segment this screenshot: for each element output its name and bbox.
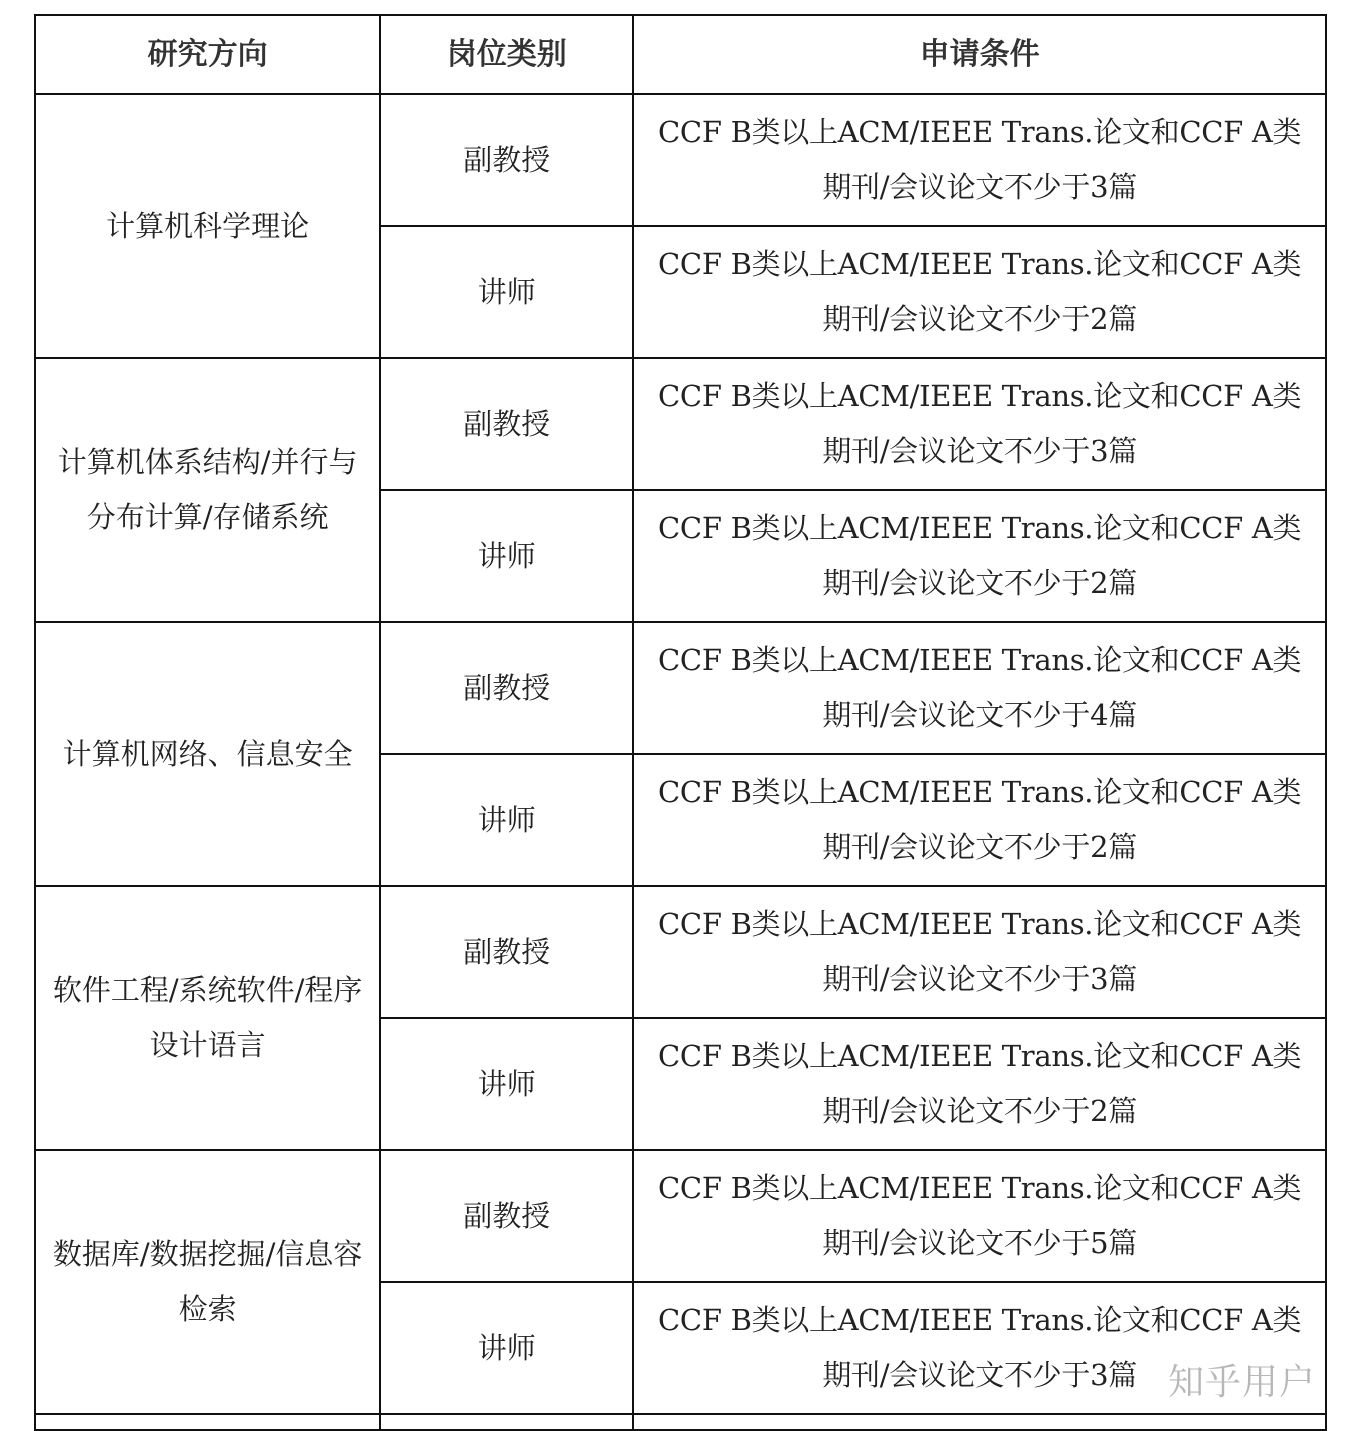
position-cell: 讲师 [380,1282,633,1414]
header-row [35,15,1326,94]
cutoff-cell [633,1414,1326,1430]
research-direction-cell: 软件工程/系统软件/程序设计语言 [35,886,380,1150]
position-cell: 副教授 [380,622,633,754]
table-row [35,94,1326,226]
position-cell: 副教授 [380,886,633,1018]
requirement-cell: CCF B类以上ACM/IEEE Trans.论文和CCF A类期刊/会议论文不少于2篇 [633,1018,1326,1150]
requirements-table [34,14,1327,1431]
requirement-cell: CCF B类以上ACM/IEEE Trans.论文和CCF A类期刊/会议论文不少于3篇 [633,94,1326,226]
requirement-cell: CCF B类以上ACM/IEEE Trans.论文和CCF A类期刊/会议论文不少于2篇 [633,226,1326,358]
requirement-cell: CCF B类以上ACM/IEEE Trans.论文和CCF A类期刊/会议论文不少于3篇 [633,1282,1326,1414]
table-row [35,358,1326,490]
table-row [35,622,1326,754]
position-cell: 副教授 [380,1150,633,1282]
research-direction-cell: 计算机网络、信息安全 [35,622,380,886]
position-cell: 副教授 [380,94,633,226]
header-research-direction: 研究方向 [35,15,380,94]
table-row-cutoff [35,1414,1326,1430]
position-cell: 讲师 [380,754,633,886]
table-row [35,886,1326,1018]
requirement-cell: CCF B类以上ACM/IEEE Trans.论文和CCF A类期刊/会议论文不少于3篇 [633,886,1326,1018]
requirement-cell: CCF B类以上ACM/IEEE Trans.论文和CCF A类期刊/会议论文不少于5篇 [633,1150,1326,1282]
header-position-type: 岗位类别 [380,15,633,94]
position-cell: 讲师 [380,226,633,358]
research-direction-cell: 数据库/数据挖掘/信息容检索 [35,1150,380,1414]
position-cell: 副教授 [380,358,633,490]
requirement-cell: CCF B类以上ACM/IEEE Trans.论文和CCF A类期刊/会议论文不少于3篇 [633,358,1326,490]
header-requirements: 申请条件 [633,15,1326,94]
requirement-cell: CCF B类以上ACM/IEEE Trans.论文和CCF A类期刊/会议论文不少于2篇 [633,490,1326,622]
cutoff-cell [35,1414,380,1430]
watermark-text: 知乎用户 [1167,1362,1316,1403]
cutoff-cell [380,1414,633,1430]
position-cell: 讲师 [380,490,633,622]
position-cell: 讲师 [380,1018,633,1150]
requirement-cell: CCF B类以上ACM/IEEE Trans.论文和CCF A类期刊/会议论文不少于2篇 [633,754,1326,886]
table-row [35,1150,1326,1282]
requirement-cell: CCF B类以上ACM/IEEE Trans.论文和CCF A类期刊/会议论文不少于4篇 [633,622,1326,754]
research-direction-cell: 计算机科学理论 [35,94,380,358]
research-direction-cell: 计算机体系结构/并行与分布计算/存储系统 [35,358,380,622]
